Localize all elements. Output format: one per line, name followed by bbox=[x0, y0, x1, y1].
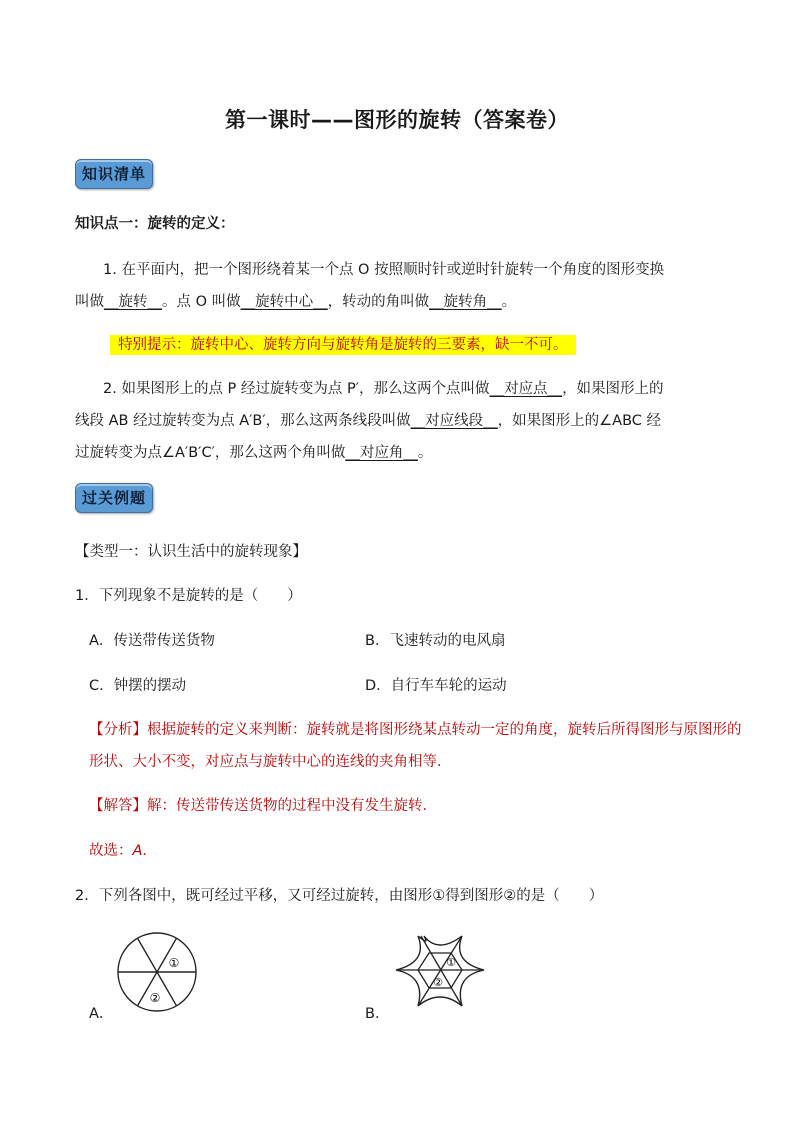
text: 。 bbox=[501, 294, 517, 310]
analysis-tag: 【分析】 bbox=[89, 722, 147, 738]
choice-value: A bbox=[132, 843, 143, 859]
text: ，如果图形上的 bbox=[562, 381, 664, 397]
answer-blank: __旋转中心__ bbox=[240, 294, 328, 310]
q1-option-a: A．传送带传送货物 bbox=[89, 633, 215, 649]
answer-blank: __对应线段__ bbox=[410, 413, 498, 429]
choice-suffix: ． bbox=[142, 843, 157, 859]
text: 2. 如果图形上的点 P 经过旋转变为点 P′，那么这两个点叫做 bbox=[103, 381, 490, 397]
type1-heading: 【类型一：认识生活中的旋转现象】 bbox=[75, 544, 307, 560]
text: ，如果图形上的∠ABC 经 bbox=[497, 413, 661, 429]
section-badge-examples: 过关例题 bbox=[75, 483, 153, 513]
q1-stem: 1．下列现象不是旋转的是（ ） bbox=[75, 588, 302, 604]
answer-blank: __对应角__ bbox=[345, 445, 418, 461]
kp1-p1-line2 bbox=[75, 290, 516, 311]
q2-option-a: A． bbox=[89, 1006, 114, 1022]
text: 线段 AB 经过旋转变为点 A′B′，那么这两条线段叫做 bbox=[75, 413, 411, 429]
text: 叫做 bbox=[75, 294, 104, 310]
q1-option-d: D．自行车车轮的运动 bbox=[365, 678, 507, 694]
text: ，转动的角叫做 bbox=[327, 294, 430, 310]
kp1-p2-line3 bbox=[75, 441, 432, 462]
q1-analysis-line1 bbox=[89, 718, 742, 739]
q1-option-b: B．飞速转动的电风扇 bbox=[365, 633, 506, 649]
kp1-p2-line2 bbox=[75, 409, 661, 430]
q2-stem: 2．下列各图中，既可经过平移，又可经过旋转，由图形①得到图形②的是（ ） bbox=[75, 888, 604, 904]
analysis-text: 根据旋转的定义来判断：旋转就是将图形绕某点转动一定的角度，旋转后所得图形与原图形的 bbox=[147, 722, 742, 738]
tip-text: 特别提示：旋转中心、旋转方向与旋转角是旋转的三要素，缺一不可。 bbox=[110, 335, 576, 355]
q1-analysis-line2: 形状、大小不变，对应点与旋转中心的连线的夹角相等． bbox=[89, 754, 452, 770]
text: 。 bbox=[417, 445, 433, 461]
q2-option-b: B． bbox=[365, 1006, 390, 1022]
kp1-p1-line1: 1. 在平面内，把一个图形绕着某一个点 O 按照顺时针或逆时针旋转一个角度的图形变换 bbox=[103, 262, 665, 278]
figure-a-mark-1: ① bbox=[168, 956, 180, 970]
kp1-p2-line1 bbox=[103, 377, 664, 398]
figure-b-mark-2: ② bbox=[433, 976, 443, 989]
figure-a-mark-2: ② bbox=[149, 991, 161, 1005]
tip-highlight bbox=[110, 333, 576, 354]
answer-blank: __旋转__ bbox=[104, 294, 162, 310]
section-badge-knowledge: 知识清单 bbox=[75, 159, 153, 189]
text: 过旋转变为点∠A′B′C′，那么这两个角叫做 bbox=[75, 445, 346, 461]
page-title: 第一课时——图形的旋转（答案卷） bbox=[225, 108, 569, 132]
answer-tag: 【解答】 bbox=[89, 798, 147, 814]
q2-figure-a bbox=[112, 927, 202, 1017]
q2-figure-b bbox=[392, 926, 488, 1016]
choice-prefix: 故选： bbox=[89, 843, 133, 859]
q1-answer-line bbox=[89, 794, 437, 815]
kp1-heading: 知识点一：旋转的定义： bbox=[75, 216, 235, 232]
answer-text: 解：传送带传送货物的过程中没有发生旋转． bbox=[147, 798, 437, 814]
answer-blank: __对应点__ bbox=[489, 381, 563, 397]
q1-option-c: C．钟摆的摆动 bbox=[89, 678, 187, 694]
figure-b-mark-1: ① bbox=[446, 956, 456, 969]
answer-blank: __旋转角__ bbox=[429, 294, 502, 310]
q1-choice bbox=[89, 839, 157, 860]
text: 。点 O 叫做 bbox=[162, 294, 241, 310]
